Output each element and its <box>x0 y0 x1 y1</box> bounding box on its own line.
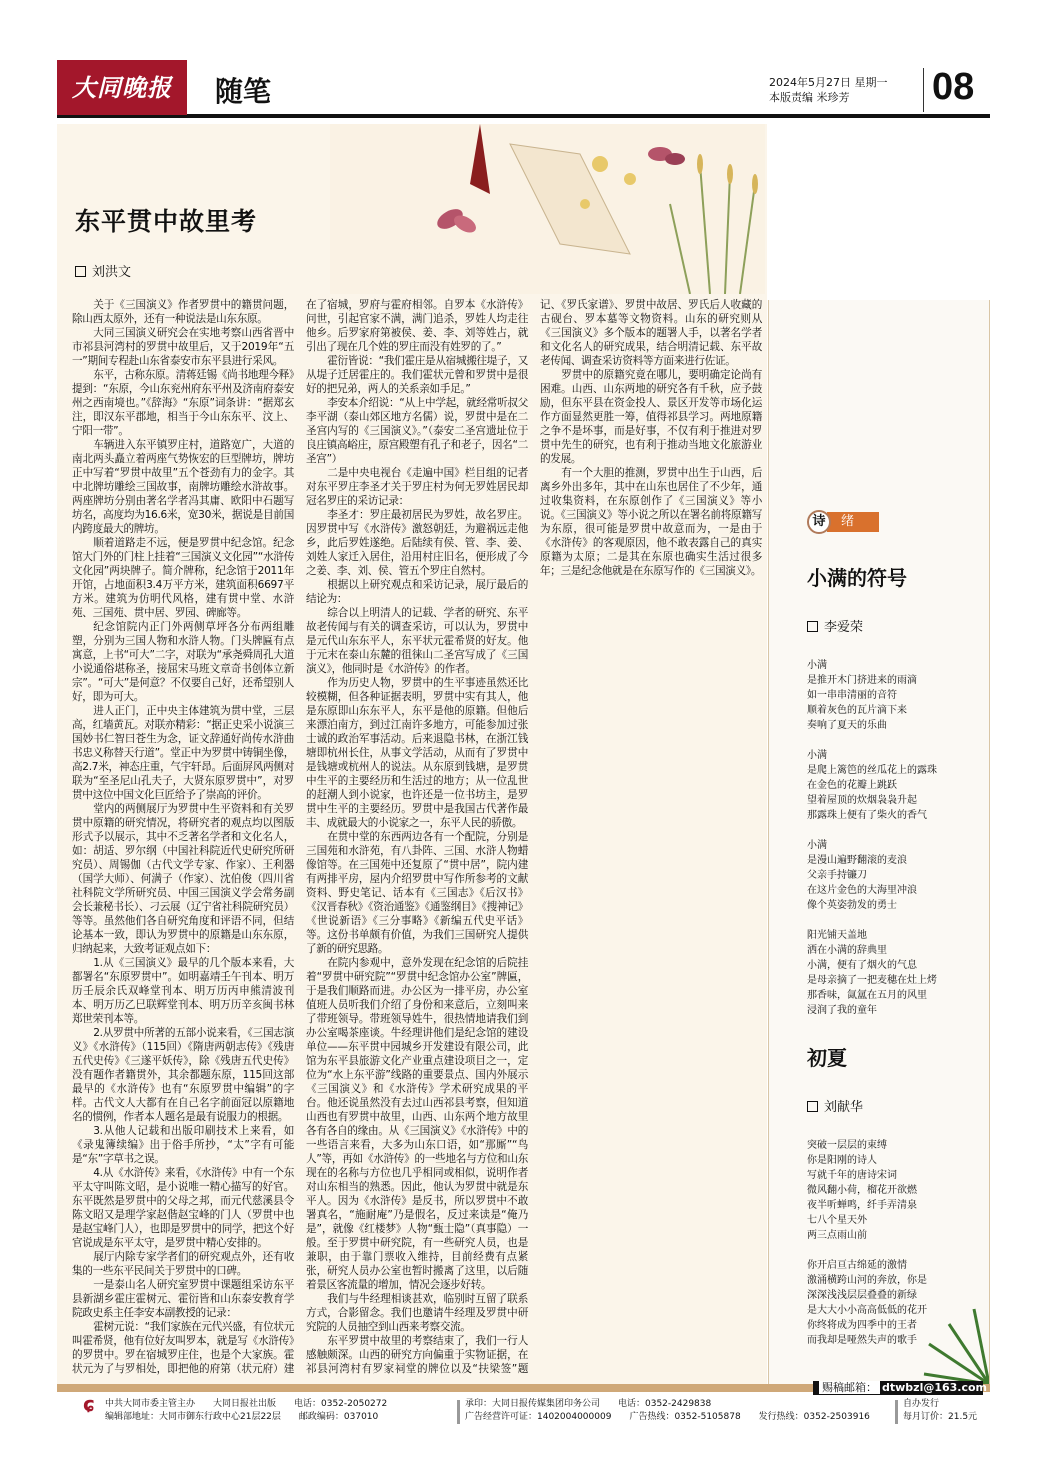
poem-line: 那香味，氤氲在五月的风里 <box>807 990 927 1001</box>
footer-publisher: 中共大同市委主管主办 大同日报社出版 电话：0352-2050272 编辑部地址：大同市御东行政中心21层22层 邮政编码：037010 <box>105 1399 388 1422</box>
poem-title: 初夏 <box>807 1046 847 1070</box>
poem-line: 你开启亘古绵延的激情 <box>807 1260 907 1271</box>
poem-line: 奏响了夏天的乐曲 <box>807 720 887 731</box>
poem-line: 是母亲摘了一把麦穗在灶上烤 <box>807 975 937 986</box>
newspaper-logo: 大同晚报 <box>57 60 187 115</box>
article-paragraph: 纪念馆院内正门外两侧草坪各分布两组雕塑，分别为三国人物和水浒人物。门头牌匾有点寓意，上书“可大”二字，对联为“承尧舜周孔大道小说通俗堪称圣，接屈宋马班文章奇书创体立新宗”。“可大”是何意？不仅要自己好，还希望别人好，即为可大。 <box>72 621 294 703</box>
poem-stanza <box>807 928 937 1018</box>
article-paragraph: 根据以上研究观点和采访记录，展厅最后的结论为： <box>306 579 528 605</box>
article-paragraph: 堂内的两侧展厅为罗贯中生平资料和有关罗贯中原籍的研究情况，将研究者的观点均以图版形式予以展示，其中不乏著名学者和文化名人，如：胡适、罗尔纲（中国社科院近代史研究所研究员）、周锡伽（古代文学专家、作家）、王利器（国学大师）、何满子（作家）、沈伯俊（四川省社科院文学所研究员、中国三国演义学会常务副会长兼秘书长）、刁云展（辽宁省社科院研究员）等等。虽然他们各自研究角度和评语不同，但结论基本一致，即认为罗贯中的原籍是山东东原，归纳起来，大致考证观点如下： <box>72 803 294 955</box>
poem-line: 父亲手持镰刀 <box>807 870 867 881</box>
date-editor <box>769 75 888 105</box>
poetry-sidebar <box>768 300 990 1385</box>
poem-line: 是推开木门挤进来的雨滴 <box>807 675 917 686</box>
article-paragraph: 霍树元说：“我们家族在元代兴盛，有位状元叫霍希贤，他有位好友叫罗本，就是写《水浒传》的罗贯中。罗在宿城罗庄住，也是个大家族。霍状元为了与罗相处，即把他的府第（状元府）建在了宿城，罗府与霍府相邻。自罗本《水浒传》问世，引起官家不满，满门追杀，罗姓人均走往他乡。后罗家府第被侯、姜、李、刘等姓占，就引出了现在几个姓的罗庄而没有姓罗的了。” <box>72 299 528 1375</box>
brand-flame-icon: ɕ <box>83 1392 95 1416</box>
poem-line: 小满，便有了烟火的气息 <box>807 960 917 971</box>
article-paragraph: 李安本介绍说：“从上中学起，就经常听叔父李平湖（泰山郊区地方名儒）说，罗贯中是在二圣宫内写的《三国演义》。”（泰安二圣宫遗址位于良庄镇高峪庄，原宫殿塑有孔子和老子，因名“二圣宫”） <box>306 397 528 465</box>
page-number: 08 <box>932 66 975 108</box>
article-paragraph: 二是中央电视台《走遍中国》栏目组的记者对东平罗庄李圣才关于罗庄村为何无罗姓居民却冠名罗庄的采访记录： <box>306 467 528 507</box>
section-title: 随笔 <box>215 75 272 108</box>
bamboo-leaves-icon <box>919 1304 989 1384</box>
article-paragraph: 车辆进入东平镇罗庄村，道路宽广，大道的南北两头矗立着两座气势恢宏的巨型牌坊，牌坊正中写着“罗贯中故里”五个苍劲有力的金字。其中北牌坊雕绘三国故事，南牌坊雕绘水浒故事。两座牌坊分别由著名学者冯其庸、欧阳中石题写坊名，高度均为16.6米，宽30米，据说是目前国内跨度最大的牌坊。 <box>72 439 294 535</box>
byline-box-icon <box>807 1101 818 1112</box>
poem-stanza <box>807 1258 927 1348</box>
article-paragraph: 展厅内除专家学者们的研究观点外，还有收集的一些东平民间关于罗贯中的口碑。 <box>72 1251 294 1277</box>
author-name: 刘洪文 <box>92 265 132 280</box>
article-paragraph: 作为历史人物，罗贯中的生平事迹虽然还比较模糊，但各种证据表明，罗贯中实有其人，他是东原即山东东平人，东平是他的原籍。但他后来漂泊南方，到过江南许多地方，可能参加过张士诚的政治军事活动。后来退隐书林，在浙江钱塘即杭州长住，从事文学活动，从而有了罗贯中是钱塘或杭州人的说法。从东原到钱塘，是罗贯中生平的主要经历和生活过的地方；从一位乱世的赶潮人到小说家，也许还是一位书坊主，是罗贯中生平的主要经历。罗贯中是我国古代著作最丰、成就最大的小说家之一，东平人民的骄傲。 <box>306 677 528 829</box>
poem-line: 你终将成为四季中的王者 <box>807 1320 917 1331</box>
poem-line: 激涌横跨山河的奔放，你是 <box>807 1275 927 1286</box>
article-paragraph: 有一个大胆的推测，罗贯中出生于山西，后离乡外出多年，其中在山东也居住了不少年，通过收集资料，在东原创作了《三国演义》等小说。《三国演义》等小说之所以在署名前将原籍写为东原，很可能是罗贯中故意而为，一是由于《水浒传》的客观原因，他不敢表露自己的真实原籍为太原；二是其在东原也确实生活过很多年；三是纪念他就是在东原写作的《三国演义》。 <box>540 467 762 577</box>
article-paragraph: 在院内参观中，意外发现在纪念馆的后院挂着“罗贯中研究院”“罗贯中纪念馆办公室”牌匾，于是我们顺路而进。办公区为一排平房，办公室值班人员听我们介绍了身份和来意后，立刻叫来了带班领导。带班领导姓牛，很热情地请我们到办公室喝茶座谈。牛经理讲他们是纪念馆的建设单位——东平贯中园城乡开发建设有限公司，此馆为东平县旅游文化产业重点建设项目之一，定位为“水上东平游”线路的重要景点、国内外展示《三国演义》和《水浒传》学术研究成果的平台。他还说虽然没有去过山西祁县考察，但知道山西也有罗贯中故里，山西、山东两个地方故里各有各自的缘由。从《三国演义》《水浒传》中的一些语言来看，大多为山东口语，如“那厮”“鸟人”等，再如《水浒传》的一些地名与方位和山东现在的名称与方位也几乎相同或相似，说明作者对山东相当的熟悉。因此，他认为罗贯中就是东平人。因为《水浒传》是反书，所以罗贯中不敢署真名，“施耐庵”乃是假名，反过来读是“俺乃是”，就像《红楼梦》人物“甄士隐”（真事隐）一般。至于罗贯中研究院，有一些研究人员，也是兼职，由于靠门票收入维持，目前经费有点紧张，研究人员办公室也暂时搬离了这里，以后随着景区客流量的增加，情况会逐步好转。 <box>306 957 528 1291</box>
footer-printer: 承印：大同日报传媒集团印务公司 电话：0352-2429838 广告经营许可证：1402004000009 广告热线：0352-5105878 发行热线：0352-2503916 <box>465 1399 870 1422</box>
poem-line: 浸润了我的童年 <box>807 1005 877 1016</box>
poem-line: 在金色的花瓣上跳跃 <box>807 780 897 791</box>
byline-box-icon <box>75 266 86 277</box>
poem-line: 小满 <box>807 660 827 671</box>
poem-line: 顺着灰色的瓦片滴下来 <box>807 705 907 716</box>
page-editor: 本版责编 米珍芳 <box>769 91 850 104</box>
tag-bar: 绪 <box>827 512 879 532</box>
poem-line: 写就千年的唐诗宋词 <box>807 1170 897 1181</box>
byline-box-icon <box>807 621 818 632</box>
poem-line: 在这片金色的大海里冲浪 <box>807 885 917 896</box>
article-body <box>72 298 762 1378</box>
poem-line: 是大大小小高高低低的花开 <box>807 1305 927 1316</box>
poem-line: 如一串串清丽的音符 <box>807 690 897 701</box>
poetry-column-tag <box>807 512 879 532</box>
article-paragraph: 顺着道路走不远，便是罗贯中纪念馆。纪念馆大门外的门柱上挂着“三国演义文化园”“水浒传文化园”两块牌子。简介牌称，纪念馆于2011年开馆，占地面积3.4万平方米，建筑面积6697平方米。建筑为仿明代风格，建有贯中堂、水浒苑、三国苑、贯中居、罗园、碑廊等。 <box>72 537 294 619</box>
article-paragraph: 3.从他人记载和出版印刷技术上来看，如《录鬼簿续编》出于俗手所抄，“太”字有可能是“东”字草书之误。 <box>72 1125 294 1165</box>
poem-line: 小满 <box>807 840 827 851</box>
divider <box>457 1400 460 1424</box>
poem-author: 李爱荣 <box>807 616 863 635</box>
poem-author: 刘献华 <box>807 1096 863 1115</box>
tag-circle: 诗 <box>807 510 831 534</box>
poem-line: 夜半听蝉鸣，纤手弄清泉 <box>807 1200 917 1211</box>
poem-line: 小满 <box>807 750 827 761</box>
poem-line: 那露珠上便有了柴火的香气 <box>807 810 927 821</box>
poem-text <box>807 1138 927 1363</box>
poem-line: 洒在小满的辞典里 <box>807 945 887 956</box>
article-paragraph: 我们与牛经理相谈甚欢，临别时互留了联系方式，合影留念。我们也邀请牛经理及罗贯中研究院的人员抽空到山西来考察交流。 <box>306 1293 528 1333</box>
footer-subscription: 自办发行 每月订价：21.5元 <box>903 1399 978 1422</box>
poem-text <box>807 658 937 1033</box>
masthead <box>57 60 990 118</box>
poem-line: 突破一层层的束缚 <box>807 1140 887 1151</box>
article-title: 东平贯中故里考 <box>75 207 258 236</box>
poem-line: 是爬上篱笆的丝瓜花上的露珠 <box>807 765 937 776</box>
poem-line: 你是阳刚的诗人 <box>807 1155 877 1166</box>
article-paragraph: 1.从《三国演义》最早的几个版本来看，大都署名“东原罗贯中”。如明嘉靖壬午刊本、明万历壬辰余氏双峰堂刊本、明万历丙申熊清波刊本、明万历乙巳联辉堂刊本、明万历辛亥闽书林郑世荣刊本等。 <box>72 957 294 1025</box>
poem-line: 深深浅浅层层叠叠的新绿 <box>807 1290 917 1301</box>
poem-stanza <box>807 1138 927 1243</box>
issue-date: 2024年5月27日 星期一 <box>769 76 888 89</box>
article-paragraph: 4.从《水浒传》来看，《水浒传》中有一个东平太守叫陈文昭，是小说唯一精心描写的好官。东平既然是罗贯中的父母之邦，而元代慈溪县令陈文昭又是理学家赵偕赵宝峰的门人（罗贯中也是赵宝峰门人），也即是罗贯中的同学，把这个好官说成是东平太守，是罗贯中精心安排的。 <box>72 1167 294 1249</box>
decorative-illustration <box>330 124 765 294</box>
poem-line: 两三点雨山前 <box>807 1230 867 1241</box>
article-paragraph: 进人正门，正中央主体建筑为贯中堂，三层高，红墙黄瓦。对联亦精彩：“据正史采小说演三国妙书仁智曰苍生为念，证文辞通好尚传水浒曲书忠义称替天行道”。堂正中为罗贯中铸铜坐像，高2.7米，神态庄重，气宇轩昂。后面屏风两侧对联为“至圣尼山孔夫子，大贤东原罗贯中”，对罗贯中这位中国文化巨匠给予了崇高的评价。 <box>72 705 294 801</box>
article-paragraph: 在贯中堂的东西两边各有一个配院，分别是三国苑和水浒苑，有八卦阵、三国、水浒人物蜡像馆等。在三国苑中还复原了“贯中居”，院内建有两排平房，屋内介绍罗贯中写作所参考的文献资料、野史笔记、话本有《三国志》《后汉书》《汉晋春秋》《资治通鉴》《通鉴纲目》《搜神记》《世说新语》《三分事略》《新编五代史平话》等。这份书单颇有价值，为我们三国研究人提供了新的研究思路。 <box>306 831 528 955</box>
poem-line: 七八个星天外 <box>807 1215 867 1226</box>
submission-email[interactable]: 赐稿邮箱： dtwbzl@163.com <box>813 1381 983 1395</box>
article-paragraph: 2.从罗贯中所著的五部小说来看，《三国志演义》《水浒传》（115回）《隋唐两朝志传》《残唐五代史传》《三遂平妖传》，除《残唐五代史传》没有题作者籍贯外，其余都题东原，115回这部最早的《水浒传》也有“东原罗贯中编辑”的字样。古代文人大都有在自己名字前面冠以原籍地名的惯例，作者本人题名是最有说服力的根据。 <box>72 1027 294 1123</box>
poem-title: 小满的符号 <box>807 566 907 590</box>
poem-line: 是漫山遍野翻滚的麦浪 <box>807 855 907 866</box>
poem-line: 而我却是哑然失声的歌手 <box>807 1335 917 1346</box>
article-paragraph: 罗贯中的原籍究竟在哪儿，要明确定论尚有困难。山西、山东两地的研究各有千秋，应予鼓励，但东平县在资金投人、景区开发等市场化运作方面显然更胜一筹，值得祁县学习。两地原籍之争不是坏事，而是好事，不仅有利于推进对罗贯中先生的研究，也有利于推动当地文化旅游业的发展。 <box>540 369 762 465</box>
poem-line: 像个英姿勃发的勇士 <box>807 900 897 911</box>
poem-line: 阳光铺天盖地 <box>807 930 867 941</box>
article-paragraph: 关于《三国演义》作者罗贯中的籍贯问题，除山西太原外，还有一种说法是山东东原。 <box>72 299 294 325</box>
article-paragraph: 大同三国演义研究会在实地考察山西省晋中市祁县河湾村的罗贯中故里后，又于2019年“五一”期间专程赴山东省泰安市东平县进行采风。 <box>72 327 294 367</box>
poem-line: 望着屋顶的炊烟袅袅升起 <box>807 795 917 806</box>
poem-stanza <box>807 838 937 913</box>
article-paragraph: 一是泰山名人研究室罗贯中课题组采访东平县新湖乡霍庄霍树元、霍衍皆和山东泰安教育学院政史系主任李安本副教授的记录： <box>72 1279 294 1319</box>
divider <box>895 1400 898 1424</box>
poem-stanza <box>807 748 937 823</box>
article-paragraph: 东平，古称东原。清蒋廷锡《尚书地理今释》提到：“东原，今山东兖州府东平州及济南府泰安州之西南境也。”《辞海》“东原”词条讲：“据郑玄注，即汉东平郡地，相当于今山东东平、汶上、宁阳一带”。 <box>72 369 294 437</box>
poem-stanza <box>807 658 937 733</box>
article-paragraph: 李圣才：罗庄最初居民为罗姓，故名罗庄。因罗贯中写《水浒传》激怒朝廷，为避祸远走他乡，此后罗姓遂绝。后陆续有侯、管、李、姜、刘姓人家迁入居住，沿用村庄旧名，便形成了今之姜、李、刘、侯、管五个罗庄自然村。 <box>306 509 528 577</box>
poem-line: 微风翻小荷，榴花开欲燃 <box>807 1185 917 1196</box>
article-paragraph: 综合以上明清人的记载、学者的研究、东平故老传闻与有关的调查采访，可以认为，罗贯中是元代山东东平人，东平状元霍希贤的好友。他于元末在泰山东麓的徂徕山二圣宫写成了《三国演义》，他同时是《水浒传》的作者。 <box>306 607 528 675</box>
divider <box>923 68 924 112</box>
article-byline <box>75 261 131 280</box>
article-paragraph: 东平罗贯中故里的考察结束了，我们一行人感触颇深。山西的研究方向偏重于实物证据，在祁县河湾村有罗家祠堂的牌位以及“扶梁签”题记、《罗氏家谱》、罗贯中故居、罗氏后人收藏的古砚台、罗本墓等文物资料。山东的研究则从《三国演义》多个版本的题署人手，以著名学者和文化名人的研究成果，结合明清记载、东平故老传闻、调查采访资料等方面来进行佐证。 <box>306 299 762 1375</box>
article-paragraph: 霍衍皆说：“我们霍庄是从宿城搬往堤子，又从堤子迁居霍庄的。我们霍状元曾和罗贯中是很好的把兄弟，两人的关系亲如手足。” <box>306 355 528 395</box>
